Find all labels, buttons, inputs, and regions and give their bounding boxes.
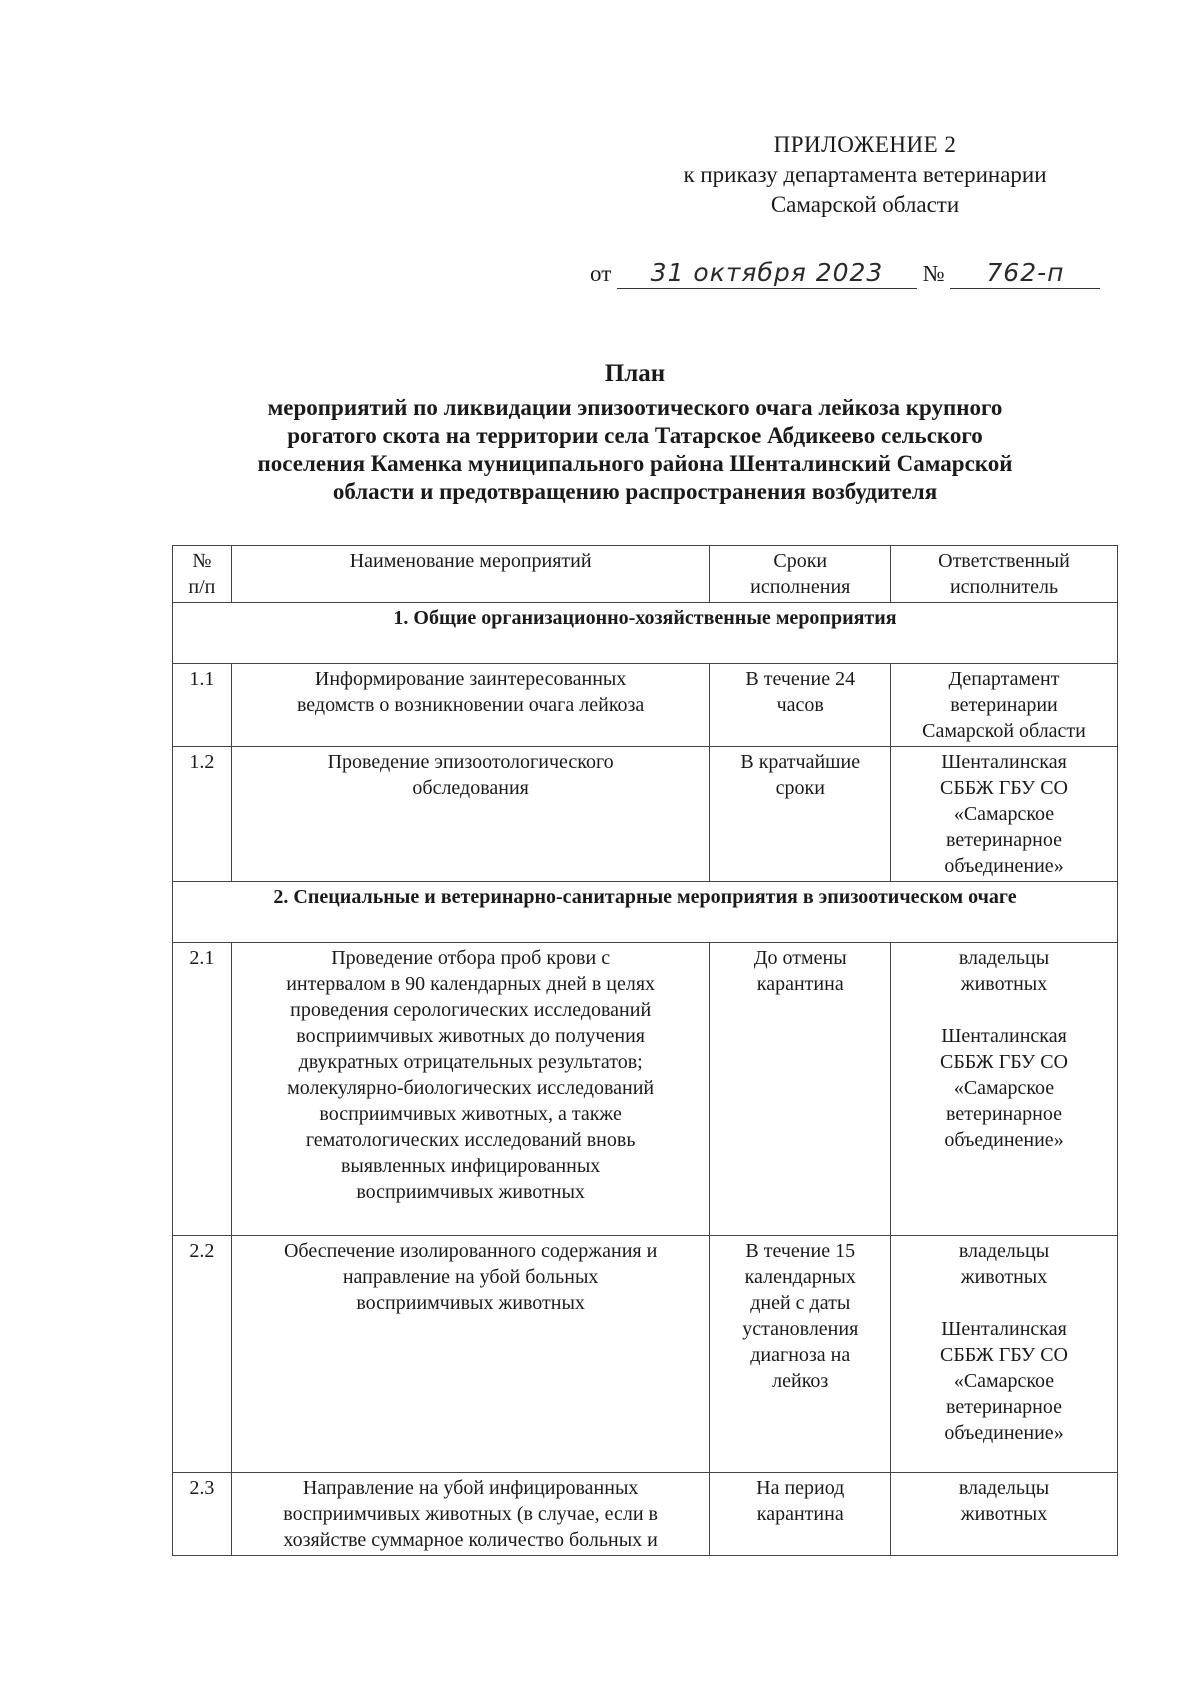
cell-line: часов — [776, 694, 824, 716]
section-row-2 — [173, 882, 1118, 943]
cell-line: лейкоз — [772, 1370, 829, 1392]
plan-word: План — [604, 360, 666, 387]
header-responsible-line-1: Ответственный — [938, 550, 1070, 572]
cell-line: сроки — [775, 777, 825, 799]
plan-title-line-3: поселения Каменка муниципального района Шенталинский Самарской — [257, 451, 1013, 476]
appendix-block — [620, 130, 1110, 220]
row-term — [710, 747, 891, 882]
plan-title-line-4: области и предотвращению распространения возбудителя — [332, 479, 938, 504]
number-label: № — [922, 261, 945, 286]
handwritten-date: 31 октября 2023 — [617, 258, 917, 289]
section-row-1 — [173, 603, 1118, 664]
appendix-line-1: к приказу департамента ветеринарии — [683, 162, 1047, 187]
cell-line: В течение 15 — [745, 1240, 856, 1262]
cell-line: восприимчивых животных (в случае, если в — [283, 1503, 658, 1525]
header-term-line-1: Сроки — [773, 550, 828, 572]
cell-line: Проведение отбора проб крови с — [331, 947, 611, 969]
cell-line: Самарской области — [922, 720, 1086, 742]
cell-line: объединение» — [944, 1129, 1064, 1151]
cell-line: ветеринарии — [950, 694, 1058, 716]
plan-title — [180, 360, 1090, 506]
cell-line: календарных — [744, 1266, 856, 1288]
row-name — [231, 1236, 710, 1473]
cell-line: владельцы — [958, 1240, 1050, 1262]
cell-line: двукратных отрицательных результатов; — [298, 1051, 643, 1073]
table-row — [173, 664, 1118, 747]
cell-line: восприимчивых животных до получения — [296, 1025, 645, 1047]
cell-line: обследования — [412, 777, 529, 799]
cell-line: животных — [960, 1503, 1048, 1525]
cell-line: гематологических исследований вновь — [305, 1129, 636, 1151]
table-row — [173, 943, 1118, 1236]
cell-line: ведомств о возникновении очага лейкоза — [296, 694, 645, 716]
cell-line: восприимчивых животных — [356, 1292, 585, 1314]
measures-table — [172, 545, 1118, 1556]
row-number: 2.2 — [173, 1236, 232, 1473]
cell-line: Шенталинская — [941, 1318, 1067, 1340]
table-row — [173, 1236, 1118, 1473]
appendix-title: ПРИЛОЖЕНИЕ 2 — [773, 132, 957, 157]
header-term-line-2: исполнения — [750, 576, 851, 598]
order-date-number-line — [590, 258, 1150, 289]
cell-line: диагноза на — [750, 1344, 851, 1366]
cell-line: установления — [742, 1318, 859, 1340]
header-number-line-1: № — [192, 550, 212, 572]
cell-line: проведения серологических исследований — [290, 999, 652, 1021]
header-number-line-2: п/п — [188, 576, 216, 598]
cell-line: До отмены — [753, 947, 847, 969]
section-title-1: 1. Общие организационно-хозяйственные мероприятия — [173, 603, 1118, 664]
appendix-line-2: Самарской области — [770, 192, 960, 217]
cell-line: дней с даты — [750, 1292, 851, 1314]
cell-line: владельцы — [958, 947, 1050, 969]
header-responsible — [891, 546, 1118, 603]
header-term — [710, 546, 891, 603]
row-term — [710, 943, 891, 1236]
header-number — [173, 546, 232, 603]
cell-line: ветеринарное — [946, 829, 1062, 851]
cell-line: Информирование заинтересованных — [314, 668, 627, 690]
cell-line: СББЖ ГБУ СО — [939, 1344, 1069, 1366]
cell-line: «Самарское — [953, 1370, 1055, 1392]
header-name: Наименование мероприятий — [231, 546, 710, 603]
row-name — [231, 664, 710, 747]
cell-line: интервалом в 90 календарных дней в целях — [286, 973, 656, 995]
cell-line: Проведение эпизоотологического — [327, 751, 614, 773]
cell-line: объединение» — [944, 855, 1064, 877]
cell-line: объединение» — [944, 1422, 1064, 1444]
row-responsible — [891, 943, 1118, 1236]
row-name — [231, 747, 710, 882]
row-responsible — [891, 1236, 1118, 1473]
table-row — [173, 747, 1118, 882]
row-responsible — [891, 664, 1118, 747]
row-responsible — [891, 747, 1118, 882]
cell-line: животных — [960, 973, 1048, 995]
cell-line: ветеринарное — [946, 1103, 1062, 1125]
cell-line: На период — [756, 1477, 845, 1499]
cell-line: СББЖ ГБУ СО — [939, 777, 1069, 799]
cell-line: СББЖ ГБУ СО — [939, 1051, 1069, 1073]
table-row — [173, 1473, 1118, 1556]
row-term — [710, 1236, 891, 1473]
cell-line: восприимчивых животных, а также — [319, 1103, 622, 1125]
row-number: 2.3 — [173, 1473, 232, 1556]
cell-line: животных — [960, 1266, 1048, 1288]
cell-line: молекулярно-биологических исследований — [287, 1077, 655, 1099]
row-name — [231, 943, 710, 1236]
cell-line: направление на убой больных — [342, 1266, 599, 1288]
handwritten-number: 762-п — [950, 258, 1100, 289]
table-header-row — [173, 546, 1118, 603]
row-number: 2.1 — [173, 943, 232, 1236]
row-term — [710, 664, 891, 747]
cell-line: «Самарское — [953, 803, 1055, 825]
header-responsible-line-2: исполнитель — [949, 576, 1059, 598]
cell-line: В течение 24 — [745, 668, 856, 690]
row-term — [710, 1473, 891, 1556]
cell-line: В кратчайшие — [740, 751, 861, 773]
row-name — [231, 1473, 710, 1556]
cell-line: хозяйстве суммарное количество больных и — [283, 1529, 658, 1551]
cell-line: владельцы — [958, 1477, 1050, 1499]
cell-line: карантина — [756, 1503, 844, 1525]
row-number: 1.2 — [173, 747, 232, 882]
row-responsible — [891, 1473, 1118, 1556]
cell-line — [897, 1290, 1111, 1316]
cell-line: ветеринарное — [946, 1396, 1062, 1418]
cell-line: Шенталинская — [941, 1025, 1067, 1047]
cell-line: карантина — [756, 973, 844, 995]
cell-line: восприимчивых животных — [356, 1181, 585, 1203]
cell-line: Департамент — [948, 668, 1060, 690]
row-number: 1.1 — [173, 664, 232, 747]
plan-title-line-2: рогатого скота на территории села Татарское Абдикеево сельского — [287, 423, 983, 448]
cell-line: Шенталинская — [941, 751, 1067, 773]
cell-line: Обеспечение изолированного содержания и — [283, 1240, 658, 1262]
cell-line: «Самарское — [953, 1077, 1055, 1099]
from-label: от — [590, 261, 612, 286]
section-title-2: 2. Специальные и ветеринарно-санитарные мероприятия в эпизоотическом очаге — [173, 882, 1118, 943]
cell-line — [897, 997, 1111, 1023]
cell-line: Направление на убой инфицированных — [302, 1477, 639, 1499]
plan-title-line-1: мероприятий по ликвидации эпизоотического очага лейкоза крупного — [267, 395, 1003, 420]
cell-line: выявленных инфицированных — [340, 1155, 601, 1177]
